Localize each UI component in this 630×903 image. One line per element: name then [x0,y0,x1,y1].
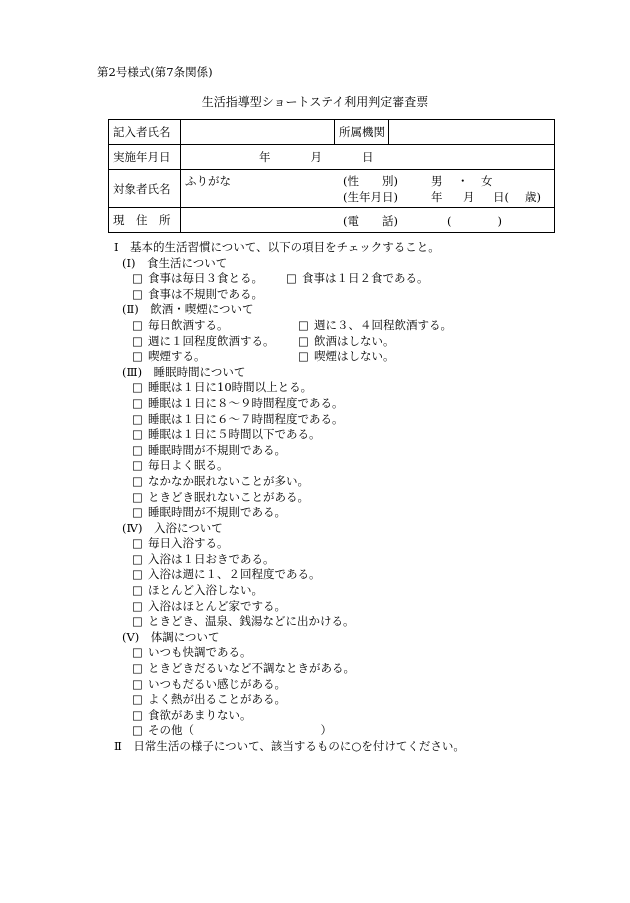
checkbox-icon[interactable]: □ [132,286,143,301]
checkbox-icon[interactable]: □ [132,723,143,738]
list-item [108,427,465,443]
checkbox-icon[interactable]: □ [132,411,143,426]
item-label: ほとんど入浴しない。 [148,583,263,598]
subject-field[interactable] [181,170,555,208]
birth-age: 歳) [525,190,541,204]
item-label: 睡眠は１日に５時間以下である。 [148,427,321,442]
checkbox-icon[interactable]: □ [132,380,143,395]
section-2-heading: Ⅱ 日常生活の様子について、該当するものに○を付けてください。 [114,739,465,753]
item-label: いつもだるい感じがある。 [148,676,286,691]
item-label: 睡眠時間が不規則である。 [148,442,286,457]
health-heading: (Ⅴ) 体調について [122,629,220,644]
list-item [108,692,465,708]
sleep-heading: (Ⅲ) 睡眠時間について [122,364,246,379]
checkbox-icon[interactable]: □ [132,317,143,332]
checkbox-icon[interactable]: □ [132,271,143,286]
list-item [108,536,465,552]
item-label: 毎日よく眠る。 [148,458,229,473]
form-number: 第2号様式(第7条関係) [97,65,213,79]
item-label: 毎日入浴する。 [148,536,229,551]
list-item [108,380,465,396]
gender-female[interactable]: 女 [481,174,493,188]
list-item [108,443,465,459]
date-month: 月 [310,150,322,164]
list-item [108,614,465,630]
checkbox-icon[interactable]: □ [132,505,143,520]
gender-male[interactable]: 男 [431,174,443,188]
date-label: 実施年月日 [109,145,181,170]
item-label: 睡眠は１日に６～７時間程度である。 [148,411,344,426]
checkbox-icon[interactable]: □ [132,676,143,691]
checkbox-icon[interactable]: □ [132,692,143,707]
phone-label: (電 話) [343,214,398,228]
checklist [108,240,465,755]
item-label: いつも快調である。 [148,645,252,660]
checkbox-icon[interactable]: □ [132,536,143,551]
item-label: ときどきだるいなど不調なときがある。 [148,661,355,676]
drinking-heading: (Ⅱ) 飲酒・喫煙について [122,302,254,317]
checkbox-icon[interactable]: □ [132,427,143,442]
recorder-label: 記入者氏名 [109,120,181,145]
list-item [108,334,465,350]
list-item [108,318,465,334]
address-field[interactable] [181,208,555,233]
item-label: 喫煙はしない。 [314,349,395,364]
date-year: 年 [259,150,271,164]
item-label: 睡眠は１日に８～９時間程度である。 [148,395,344,410]
list-item [108,708,465,724]
item-label: ときどき、温泉、銭湯などに出かける。 [148,614,355,629]
checkbox-icon[interactable]: □ [132,645,143,660]
checkbox-icon[interactable]: □ [132,442,143,457]
list-item [108,458,465,474]
item-label: 睡眠は１日に10時間以上とる。 [148,380,313,395]
item-label: よく熱が出ることがある。 [148,692,286,707]
checkbox-icon[interactable]: □ [132,598,143,613]
item-label: なかなか眠れないことが多い。 [148,473,309,488]
checkbox-icon[interactable]: □ [132,395,143,410]
list-item [108,271,465,287]
list-item [108,287,465,303]
item-label: 食事は１日２食である。 [302,271,429,286]
section-1-heading: Ⅰ 基本的生活習慣について、以下の項目をチェックすること。 [114,240,440,254]
item-label: 食事は毎日３食とる。 [148,271,263,286]
item-label: 週に３、４回程飲酒する。 [314,317,452,332]
checkbox-icon[interactable]: □ [132,333,143,348]
item-label: ときどき眠れないことがある。 [148,489,309,504]
item-label: 飲酒はしない。 [314,333,395,348]
item-label: 週に１回程度飲酒する。 [148,333,275,348]
list-item [108,349,465,365]
item-label: 食欲があまりない。 [148,707,252,722]
checkbox-icon[interactable]: □ [132,349,143,364]
checkbox-icon[interactable]: □ [286,271,297,286]
item-label: 入浴はほとんど家でする。 [148,598,286,613]
list-item [108,490,465,506]
date-field[interactable] [181,145,555,170]
list-item [108,645,465,661]
bath-heading: (Ⅳ) 入浴について [122,520,223,535]
food-heading: (Ⅰ) 食生活について [122,255,228,270]
birth-label: (生年月日) [343,190,398,204]
checkbox-icon[interactable]: □ [132,473,143,488]
item-label: その他（ ） [148,723,332,738]
gender-dot: ・ [457,174,469,188]
checkbox-icon[interactable]: □ [132,489,143,504]
checkbox-icon[interactable]: □ [132,661,143,676]
item-label: 入浴は週に１、２回程度である。 [148,567,321,582]
item-label: 睡眠時間が不規則である。 [148,505,286,520]
list-item [108,412,465,428]
checkbox-icon[interactable]: □ [132,551,143,566]
phone-field[interactable]: ( ) [447,214,502,228]
checkbox-icon[interactable]: □ [132,567,143,582]
subject-label: 対象者氏名 [109,170,181,208]
list-item [108,505,465,521]
list-item [108,661,465,677]
list-item [108,723,465,739]
date-day: 日 [362,150,374,164]
info-table [108,119,555,233]
item-label: 入浴は１日おきである。 [148,551,275,566]
birth-day: 日( [493,190,509,204]
list-item [108,474,465,490]
gender-label: (性 別) [343,174,398,188]
checkbox-icon[interactable]: □ [298,317,309,332]
affiliation-field[interactable] [389,120,555,145]
checkbox-icon[interactable]: □ [132,458,143,473]
item-label: 食事は不規則である。 [148,286,263,301]
list-item [108,677,465,693]
recorder-field[interactable] [181,120,335,145]
affiliation-label: 所属機関 [335,120,389,145]
item-label: 毎日飲酒する。 [148,317,229,332]
checkbox-icon[interactable]: □ [132,707,143,722]
checkbox-icon[interactable]: □ [132,614,143,629]
address-label: 現 住 所 [109,208,181,233]
birth-year: 年 [431,190,443,204]
list-item [108,552,465,568]
birth-month: 月 [463,190,475,204]
list-item [108,567,465,583]
checkbox-icon[interactable]: □ [298,333,309,348]
checkbox-icon[interactable]: □ [132,583,143,598]
list-item [108,583,465,599]
list-item [108,599,465,615]
item-label: 喫煙する。 [148,349,206,364]
list-item [108,396,465,412]
furigana-label: ふりがな [185,174,231,188]
checkbox-icon[interactable]: □ [298,349,309,364]
document-title: 生活指導型ショートステイ利用判定審査票 [201,95,429,109]
